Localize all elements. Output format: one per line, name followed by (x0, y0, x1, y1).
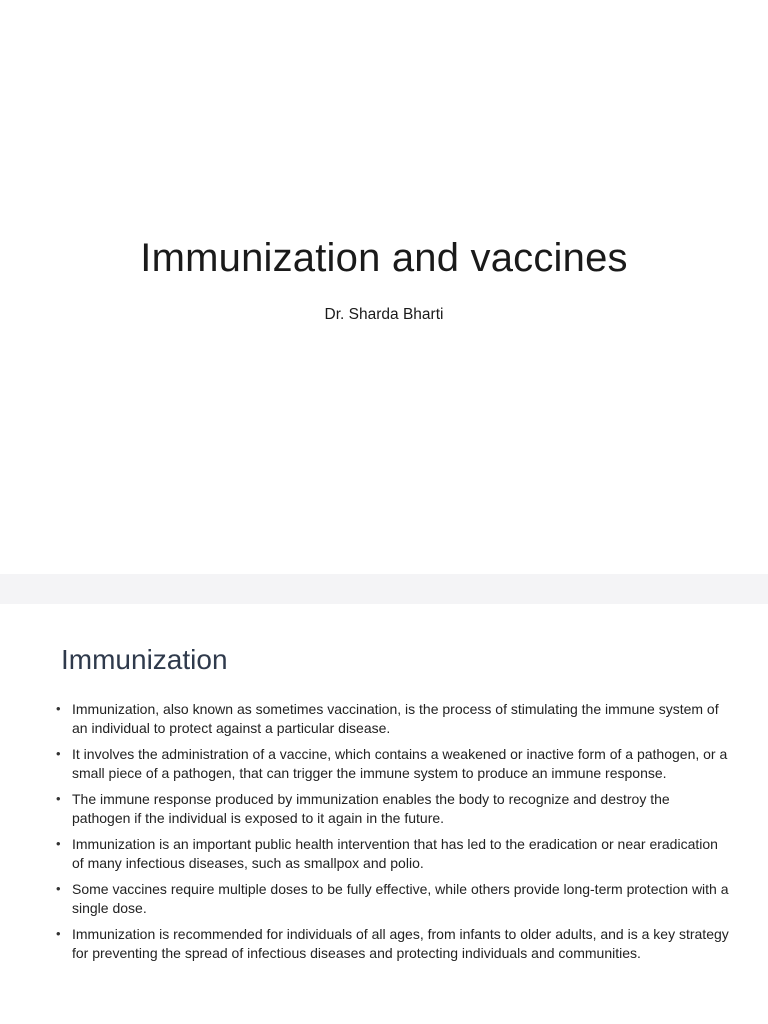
bullet-item (56, 835, 730, 872)
bullet-item (56, 925, 730, 962)
bullet-text: Immunization is recommended for individuals of all ages, from infants to older adults, and is a key strategy for preventing the spread of infectious diseases and protecting individuals and communities. (72, 926, 729, 961)
section-heading: Immunization (61, 644, 228, 675)
slide-title: Immunization and vaccines (140, 236, 628, 280)
bullet-text: It involves the administration of a vaccine, which contains a weakened or inactive form of a pathogen, or a small piece of a pathogen, that can trigger the immune system to produce an immune response. (72, 746, 728, 781)
bullet-list (56, 700, 730, 970)
bullet-text: Immunization, also known as sometimes vaccination, is the process of stimulating the immune system of an individual to protect against a particular disease. (72, 701, 719, 736)
slide-subtitle-author: Dr. Sharda Bharti (324, 306, 444, 323)
content-slide (0, 604, 768, 1024)
bullet-icon: • (56, 836, 61, 851)
bullet-icon: • (56, 926, 61, 941)
bullet-icon: • (56, 701, 61, 716)
bullet-icon: • (56, 881, 61, 896)
bullet-item (56, 700, 730, 737)
bullet-item (56, 745, 730, 782)
bullet-text: Immunization is an important public health intervention that has led to the eradication or near eradication of many infectious diseases, such as smallpox and polio. (72, 836, 718, 871)
bullet-text: Some vaccines require multiple doses to be fully effective, while others provide long-term protection with a single dose. (72, 881, 729, 916)
bullet-item (56, 880, 730, 917)
bullet-icon: • (56, 791, 61, 806)
bullet-icon: • (56, 746, 61, 761)
bullet-text: The immune response produced by immunization enables the body to recognize and destroy the pathogen if the individual is exposed to it again in the future. (72, 791, 670, 826)
bullet-item (56, 790, 730, 827)
